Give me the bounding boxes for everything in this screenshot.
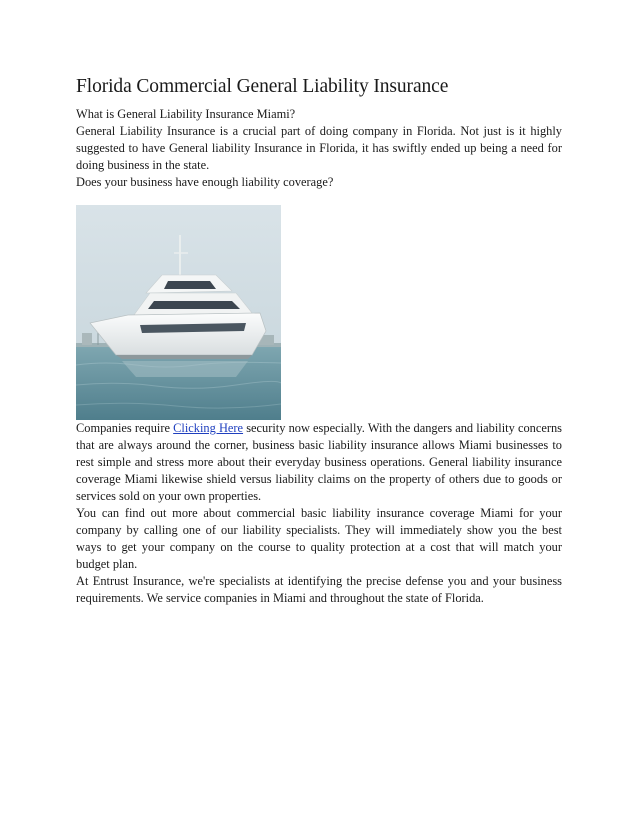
- paragraph-intro: General Liability Insurance is a crucial part of doing company in Florida. Not just is it highly suggested to have General liability Insurance in Florida, it has swiftly ended up being a need for doing business in the state.: [76, 124, 562, 172]
- paragraph-specialists: You can find out more about commercial basic liability insurance coverage Miami for your company by calling one of our liability specialists. They will immediately show you the best ways to get your company on the course to quality protection at a cost that will match your budget plan.: [76, 506, 562, 571]
- document-page: [76, 74, 562, 607]
- document-title: Florida Commercial General Liability Insurance: [76, 76, 449, 97]
- document-subtitle: What is General Liability Insurance Miami?: [76, 107, 296, 121]
- paragraph-question: Does your business have enough liability coverage?: [76, 175, 334, 189]
- yacht-hull: [90, 313, 266, 355]
- paragraph-security: [76, 420, 562, 505]
- yacht-photo: [76, 205, 281, 420]
- paragraph-security-lead: Companies require: [76, 421, 174, 435]
- paragraph-security-rest: security now especially. With the dangers and liability concerns that are always around the corner, business basic liability insurance allows Miami businesses to rest simple and stress more about their everyday business operations. General liability insurance coverage Miami likewise shield versus liability claims on the property of others due to goods or services sold on your own properties.: [76, 421, 562, 503]
- clicking-here-link[interactable]: Clicking Here: [173, 421, 244, 435]
- paragraph-entrust: At Entrust Insurance, we're specialists at identifying the precise defense you and your business requirements. We service companies in Miami and throughout the state of Florida.: [76, 574, 562, 605]
